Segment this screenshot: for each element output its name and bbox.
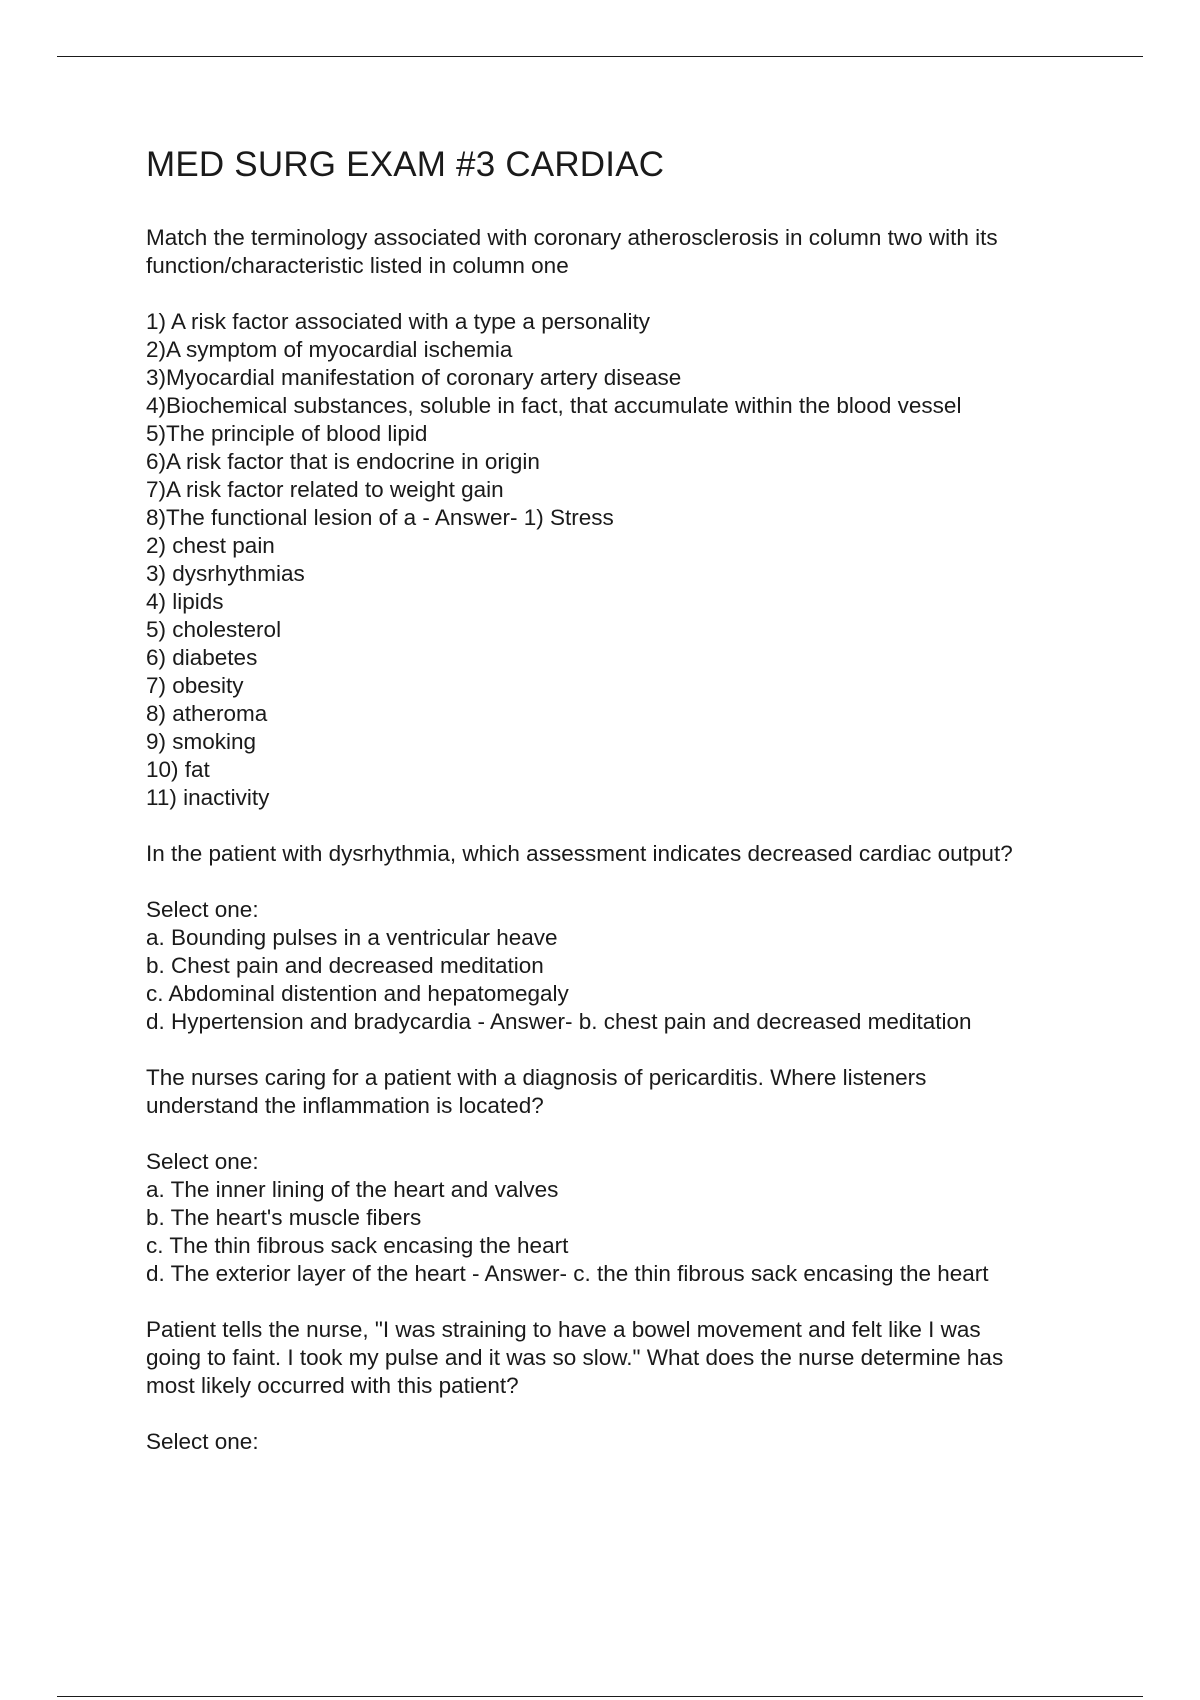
text-block	[146, 224, 1146, 280]
text-line: d. Hypertension and bradycardia - Answer- b. chest pain and decreased meditation	[146, 1009, 972, 1034]
text-line: Match the terminology associated with coronary atherosclerosis in column two with its	[146, 225, 998, 250]
text-line: a. Bounding pulses in a ventricular heave	[146, 925, 558, 950]
text-line: Select one:	[146, 897, 259, 922]
text-block	[146, 1064, 1146, 1120]
text-line: understand the inflammation is located?	[146, 1093, 544, 1118]
text-line: b. The heart's muscle fibers	[146, 1205, 422, 1230]
document-title: MED SURG EXAM #3 CARDIAC	[146, 145, 665, 184]
text-line: c. The thin fibrous sack encasing the heart	[146, 1233, 569, 1258]
footer-rule	[57, 1696, 1143, 1697]
text-line: 4) lipids	[146, 589, 224, 614]
text-line: 5) cholesterol	[146, 617, 282, 642]
text-line: 8) atheroma	[146, 701, 268, 726]
text-line: d. The exterior layer of the heart - Answer- c. the thin fibrous sack encasing the heart	[146, 1261, 989, 1286]
text-line: 7) obesity	[146, 673, 244, 698]
text-line: Patient tells the nurse, "I was straining to have a bowel movement and felt like I was	[146, 1317, 981, 1342]
text-line: In the patient with dysrhythmia, which assessment indicates decreased cardiac output?	[146, 841, 1013, 866]
text-line: going to faint. I took my pulse and it was so slow." What does the nurse determine has	[146, 1345, 1004, 1370]
text-block	[146, 1148, 1146, 1288]
text-line: 6) diabetes	[146, 645, 258, 670]
text-line: 7)A risk factor related to weight gain	[146, 477, 504, 502]
text-line: b. Chest pain and decreased meditation	[146, 953, 544, 978]
text-line: 8)The functional lesion of a - Answer- 1) Stress	[146, 505, 614, 530]
text-line: 6)A risk factor that is endocrine in origin	[146, 449, 540, 474]
text-block	[146, 840, 1146, 868]
text-line: Select one:	[146, 1149, 259, 1174]
text-block	[146, 1428, 1146, 1456]
text-line: 4)Biochemical substances, soluble in fact, that accumulate within the blood vessel	[146, 393, 962, 418]
text-line: 3)Myocardial manifestation of coronary artery disease	[146, 365, 682, 390]
text-line: most likely occurred with this patient?	[146, 1373, 519, 1398]
text-line: 10) fat	[146, 757, 210, 782]
question-blocks	[146, 224, 1146, 1456]
text-line: 5)The principle of blood lipid	[146, 421, 428, 446]
text-line: 1) A risk factor associated with a type a personality	[146, 309, 650, 334]
text-line: Select one:	[146, 1429, 259, 1454]
document-body	[146, 140, 1146, 1484]
text-line: The nurses caring for a patient with a diagnosis of pericarditis. Where listeners	[146, 1065, 927, 1090]
text-block	[146, 896, 1146, 1036]
text-line: function/characteristic listed in column one	[146, 253, 569, 278]
text-block	[146, 1316, 1146, 1400]
text-line: c. Abdominal distention and hepatomegaly	[146, 981, 569, 1006]
header-rule	[57, 56, 1143, 57]
text-line: 2)A symptom of myocardial ischemia	[146, 337, 513, 362]
text-line: 11) inactivity	[146, 785, 270, 810]
text-block	[146, 308, 1146, 812]
text-line: 9) smoking	[146, 729, 257, 754]
text-line: 2) chest pain	[146, 533, 275, 558]
text-line: 3) dysrhythmias	[146, 561, 305, 586]
text-line: a. The inner lining of the heart and valves	[146, 1177, 559, 1202]
